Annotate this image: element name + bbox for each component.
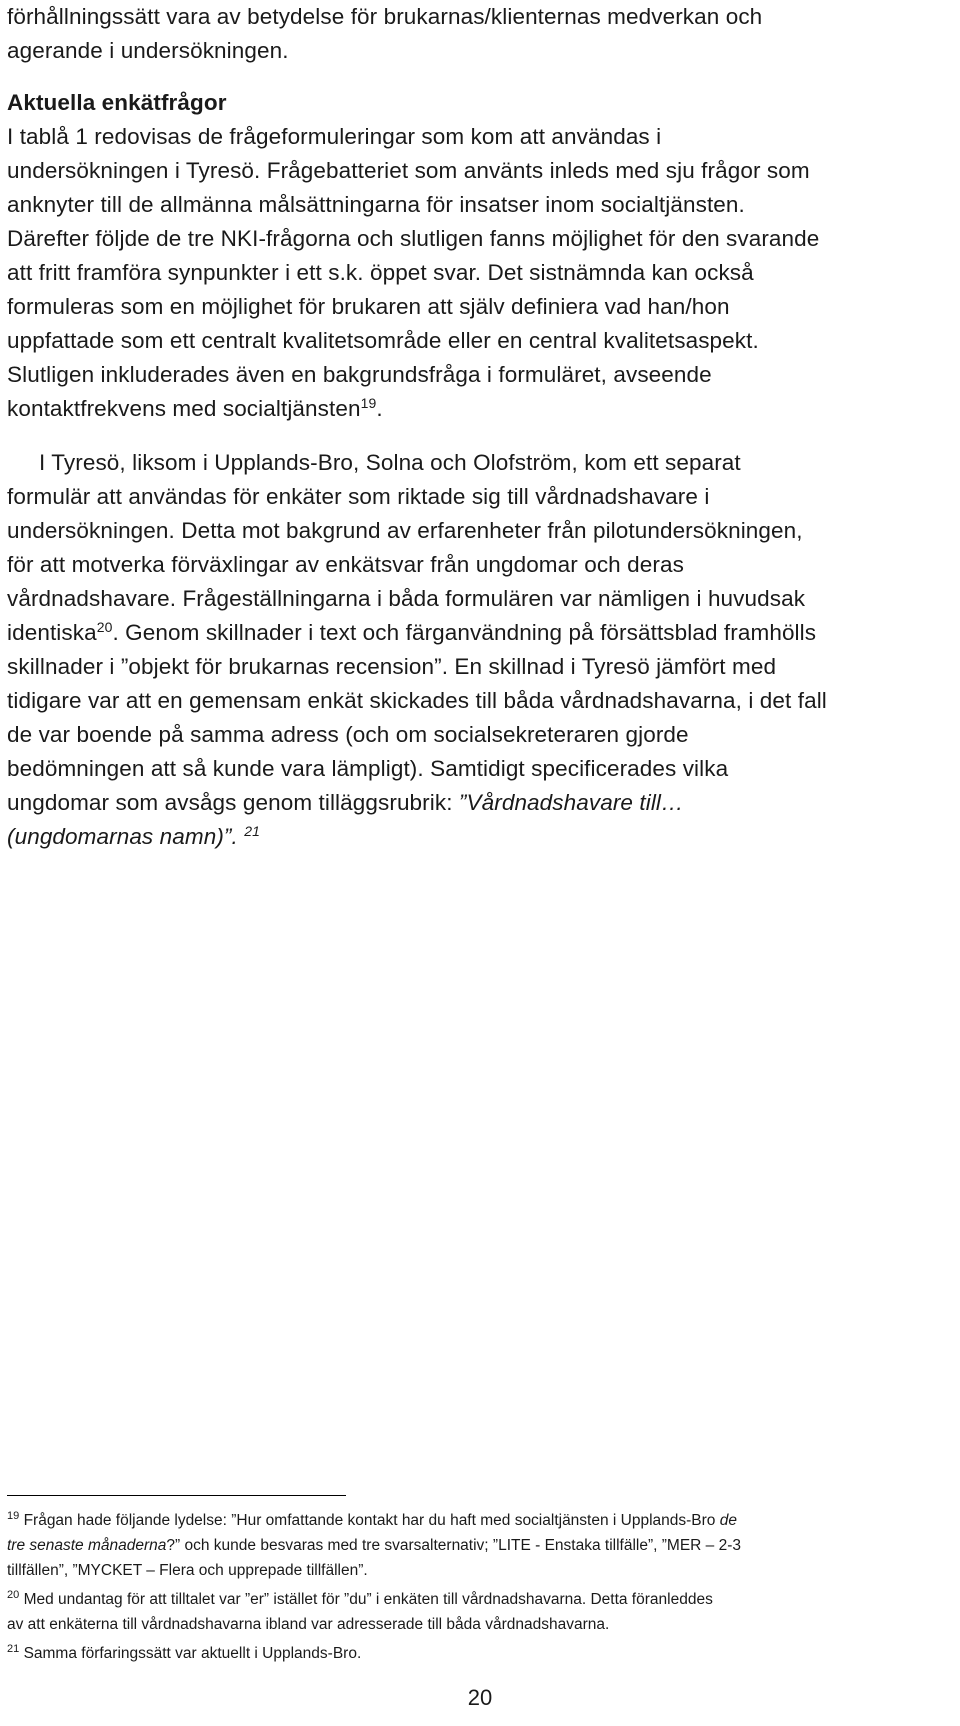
text-line: de var boende på samma adress (och om socialsekreteraren gjorde xyxy=(7,722,689,747)
text-line: bedömningen att så kunde vara lämpligt). Samtidigt specificerades vilka xyxy=(7,756,729,781)
text-line: av att enkäterna till vårdnadshavarna ibland var adresserade till båda vårdnadshavarna. xyxy=(7,1616,610,1633)
footnote-ref-19[interactable]: 19 xyxy=(360,395,377,411)
footnote-ref-20[interactable]: 20 xyxy=(96,619,113,635)
footnote-separator xyxy=(7,1495,346,1496)
text-line: vårdnadshavare. Frågeställningarna i båda formulären var nämligen i huvudsak xyxy=(7,586,806,611)
text-line: agerande i undersökningen. xyxy=(7,38,289,63)
footnote-number: 20 xyxy=(7,1589,20,1601)
text-line xyxy=(7,786,947,820)
paragraph-survey-questions xyxy=(7,120,947,426)
footnote-number: 19 xyxy=(7,1510,20,1522)
text-line: Slutligen inkluderades även en bakgrundsfråga i formuläret, avseende xyxy=(7,362,712,387)
italic-span: tre senaste månaderna xyxy=(7,1537,167,1554)
text-line: anknyter till de allmänna målsättningarna för insatser inom socialtjänsten. xyxy=(7,192,745,217)
text-line: Därefter följde de tre NKI-frågorna och slutligen fanns möjlighet för den svarande xyxy=(7,226,820,251)
text-line: för att motverka förväxlingar av enkätsvar från ungdomar och deras xyxy=(7,552,684,577)
text-line: I Tyresö, liksom i Upplands-Bro, Solna och Olofström, kom ett separat xyxy=(39,450,741,475)
text-line: tillfällen”, ”MYCKET – Flera och upprepade tillfällen”. xyxy=(7,1562,368,1579)
footnotes xyxy=(7,1508,952,1666)
text-line: I tablå 1 redovisas de frågeformuleringar som kom att användas i xyxy=(7,124,662,149)
text-span: Frågan hade följande lydelse: ”Hur omfattande kontakt har du haft med socialtjänsten i Upplands-Bro xyxy=(23,1512,720,1529)
text-line: skillnader i ”objekt för brukarnas recension”. En skillnad i Tyresö jämfört med xyxy=(7,654,777,679)
text-span: ?” och kunde besvaras med tre svarsalternativ; ”LITE - Enstaka tillfälle”, ”MER – 2-3 xyxy=(166,1537,741,1554)
text-line xyxy=(7,1508,952,1533)
footnote-21 xyxy=(7,1641,952,1666)
footnote-number: 21 xyxy=(7,1643,20,1655)
text-span: ungdomar som avsågs genom tilläggsrubrik: xyxy=(7,790,459,815)
text-span: identiska xyxy=(7,620,97,645)
text-line xyxy=(7,392,947,426)
text-line xyxy=(7,1587,952,1612)
text-line xyxy=(7,1641,952,1666)
text-line: uppfattade som ett centralt kvalitetsområde eller en central kvalitetsaspekt. xyxy=(7,328,759,353)
section-heading: Aktuella enkätfrågor xyxy=(7,90,227,115)
intro-paragraph xyxy=(7,0,947,68)
text-span: Samma förfaringssätt var aktuellt i Upplands-Bro. xyxy=(23,1645,362,1662)
text-line: att fritt framföra synpunkter i ett s.k. öppet svar. Det sistnämnda kan också xyxy=(7,260,754,285)
footnote-20 xyxy=(7,1587,952,1637)
text-line: tidigare var att en gemensam enkät skickades till båda vårdnadshavarna, i det fall xyxy=(7,688,827,713)
text-span: . Genom skillnader i text och färganvändning på försättsblad framhölls xyxy=(112,620,817,645)
text-span: Med undantag för att tilltalet var ”er” istället för ”du” i enkäten till vårdnadshavarna. Detta föranleddes xyxy=(23,1591,713,1608)
italic-span: de xyxy=(719,1512,737,1529)
text-line: undersökningen. Detta mot bakgrund av erfarenheter från pilotundersökningen, xyxy=(7,518,803,543)
italic-span: (ungdomarnas namn)”. xyxy=(7,824,238,849)
text-span: kontaktfrekvens med socialtjänsten xyxy=(7,396,361,421)
text-line: förhållningssätt vara av betydelse för brukarnas/klienternas medverkan och xyxy=(7,4,763,29)
text-line: formuleras som en möjlighet för brukaren att själv definiera vad han/hon xyxy=(7,294,730,319)
text-line xyxy=(7,1533,952,1558)
footnote-ref-21[interactable]: 21 xyxy=(244,823,260,839)
text-line xyxy=(7,820,947,854)
text-span: . xyxy=(376,396,383,421)
page-number: 20 xyxy=(467,1685,493,1710)
footnote-19 xyxy=(7,1508,952,1583)
text-line: formulär att användas för enkäter som riktade sig till vårdnadshavare i xyxy=(7,484,710,509)
paragraph-guardian-form xyxy=(7,446,947,854)
text-line: undersökningen i Tyresö. Frågebatteriet som använts inleds med sju frågor som xyxy=(7,158,810,183)
italic-span: ”Vårdnadshavare till… xyxy=(458,790,684,815)
text-line xyxy=(7,616,947,650)
